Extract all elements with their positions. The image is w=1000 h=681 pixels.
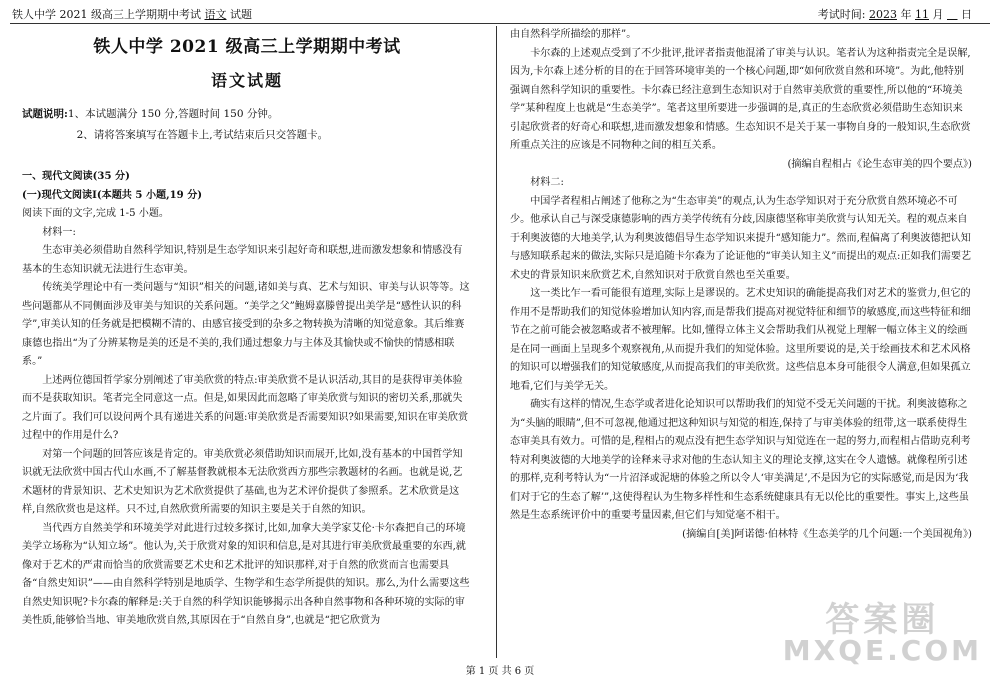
material-1-paragraph: 传统美学理论中有一类问题与“知识”相关的问题,诸如美与真、艺术与知识、审美与认识等等。这些问题都从不同侧面涉及审美与知识的关系问题。“美学之父”鲍姆嘉滕曾提出美学是“感性认识的科学”,审美认知的任务就是把模糊不清的、由感官接受到的杂多之物转换为清晰的知觉意象。其后维赛康德也指出“为了分辨某物是美的还是不美的,我们通过想象力与主体及其愉快或不愉快的情感相联系。”	[22, 282, 470, 367]
section-subheading: (一)现代文阅读Ⅰ(本题共 5 小题,19 分)	[22, 189, 203, 201]
exam-note-line-1: 1、本试题满分 150 分,答题时间 150 分钟。	[67, 108, 279, 120]
exam-note-line-2: 2、请将答案填写在答题卡上,考试结束后只交答题卡。	[76, 129, 329, 141]
exam-instructions	[22, 104, 472, 146]
header-year: 2023	[869, 8, 897, 21]
material-1-paragraph: 对第一个问题的回答应该是肯定的。审美欣赏必须借助知识而展开,比如,没有基本的中国哲学知识就无法欣赏中国古代山水画,不了解基督教就根本无法欣赏西方那些宗教题材的名画。也就是说,艺术题材的背景知识、艺术史知识为艺术欣赏提供了基础,也为艺术评价提供了参照系。艺术欣赏是这样,自然欣赏也是这样。只不过,自然欣赏所需要的知识主要是关于自然的知识。	[22, 448, 463, 515]
material-1-paragraph: 生态审美必须借助自然科学知识,特别是生态学知识来引起好奇和联想,进而激发想象和情感没有基本的生态知识就无法进行生态审美。	[22, 245, 463, 275]
header-month: 11	[915, 8, 929, 21]
watermark-logo	[782, 600, 982, 667]
reading-instruction: 阅读下面的文字,完成 1-5 小题。	[22, 208, 170, 219]
material-2-paragraph: 这一类比乍一看可能很有道理,实际上是谬误的。艺术史知识的确能提高我们对艺术的鉴赏力,但它的作用不是帮助我们的知觉体验增加认知内容,而是帮我们提高对视觉特征和细节的敏感度,而这些特征和细节在之前可能会被忽略或者不被理解。比如,懂得立体主义会帮助我们从视觉上理解一幅立体主义的绘画是在同一画面上呈现多个观察视角,从而提升我们的知觉体验。这里所要说的是,关于绘画技术和艺术风格的知识可以增强我们的知觉敏感度,从而提高我们的审美欣赏。这些信息本身可能很令人满意,但如果孤立地看,它们与美学无关。	[510, 288, 971, 392]
column-divider	[496, 26, 497, 658]
header-time-label: 考试时间:	[817, 8, 866, 21]
material-2-paragraph: 中国学者程相占阐述了他称之为“生态审美”的观点,认为生态学知识对于充分欣赏自然环境必不可少。他承认自己与深受康德影响的西方美学传统有分歧,因康德坚称审美欣赏与认知无关。程的观点来自于利奥波德的大地美学,认为利奥波德倡导生态学知识来提升“感知能力”。然而,程偏离了利奥波德把认知与感知联系起来的做法,实际只是追随卡尔森为了论证他的“审美认知主义”而提出的观点:正如我们需要艺术史的背景知识来欣赏艺术,自然知识对于欣赏自然也至关重要。	[510, 195, 972, 281]
header-month-unit: 月	[932, 8, 944, 21]
material-2-paragraph: 确实有这样的情况,生态学或者进化论知识可以帮助我们的知觉不受无关问题的干扰。利奥波德称之为“头脑的眼睛”,但不可忽视,他通过把这种知识与知觉的相连,保持了与审美体验的纽带,这一联系使得生态审美具有效力。可惜的是,程相占的观点没有把生态学知识与知觉连在一起的努力,而程相占借助克利考特对利奥波德的大地美学的诠释来寻求对他的生态认知主义的理论支撑,这实在令人遗憾。就像程所引述的那样,克利考特认为“一片沼泽或泥塘的体验之所以令人‘审美满足’,不是因为它的实际感觉,而是因为‘我们对于它的生态了解’”,这使得程认为生物多样性和生态系统健康具有无以伦比的重要性。事实上,这些虽然是生态系统评价中的重要考量因素,但它们与知觉毫不相干。	[510, 399, 971, 521]
exam-note-label: 试题说明:	[22, 108, 68, 120]
left-column	[22, 26, 472, 631]
page-header	[0, 0, 1000, 24]
material-1-continuation: 由自然科学所描绘的那样”。	[510, 29, 637, 40]
header-rule	[10, 23, 990, 24]
watermark-line-1: 答案圈	[825, 600, 940, 640]
subject-title: 语文试题	[210, 71, 283, 90]
header-exam-time	[818, 6, 972, 22]
header-year-unit: 年	[900, 8, 912, 21]
page-footer: 第 1 页 共 6 页	[465, 666, 535, 677]
watermark-line-2: MXQE.COM	[782, 634, 982, 667]
header-day-unit: 日	[961, 8, 972, 21]
header-paper: 试题	[230, 8, 252, 21]
header-exam-info	[12, 6, 252, 22]
right-column	[510, 26, 972, 544]
material-2-label: 材料二:	[530, 177, 564, 188]
material-2-citation: (摘编自[美]阿诺德·伯林特《生态美学的几个问题:一个美国视角》)	[682, 528, 972, 540]
material-1-paragraph: 上述两位德国哲学家分别阐述了审美欣赏的特点:审美欣赏不是认识活动,其目的是获得审美体验而不是获取知识。笔者完全同意这一点。但是,如果因此而忽略了审美欣赏与知识的密切关系,那就失之片面了。我们可以设问两个具有递进关系的问题:审美欣赏是否需要知识?如果需要,知识在审美欣赏过程中的作用是什么?	[22, 374, 469, 441]
material-1-paragraph: 卡尔森的上述观点受到了不少批评,批评者指责他混淆了审美与认识。笔者认为这种指责完全是误解,因为,卡尔森上述分析的目的在于回答环境审美的一个核心问题,即“如何欣赏自然和环境”。为此,他特别强调自然科学知识的重要性。卡尔森已经注意到生态知识对于自然审美欣赏的重要性,所以他的“环境美学”某种程度上也就是“生态美学”。笔者这里所要进一步强调的是,真正的生态欣赏必须借助生态知识来引起欣赏者的好奇心和联想,进而激发想象和情感。生态知识不是关于某一事物自身的一般知识,生态欣赏所重点关注的应该是不同物种之间的相互关系。	[510, 47, 971, 151]
header-day-blank	[947, 8, 958, 21]
header-school-exam: 铁人中学 2021 级高三上学期期中考试	[12, 8, 201, 21]
material-1-label: 材料一:	[42, 226, 76, 238]
material-1-paragraph: 当代西方自然美学和环境美学对此进行过较多探讨,比如,加拿大美学家艾伦·卡尔森把自己的环境美学立场称为“认知立场”。他认为,关于欣赏对象的知识和信息,是对其进行审美欣赏最重要的东西,就像对于艺术的严肃而恰当的欣赏需要艺术史和艺术批评的知识那样,对于自然的欣赏而言也需要具备“自然史知识”——由自然科学特别是地质学、生物学和生态学所提供的知识。那么,为什么需要这些自然史知识呢?卡尔森的解释是:关于自然的科学知识能够揭示出各种自然事物和各种环境的实际的审美性质,能够恰当地、审美地欣赏自然,其原因在于“自然自身”,也就是“把它欣赏为	[22, 522, 470, 626]
section-heading: 一、现代文阅读(35 分)	[22, 171, 130, 182]
exam-title: 铁人中学 2021 级高三上学期期中考试	[93, 37, 401, 57]
material-1-citation: (摘编自程相占《论生态审美的四个要点》)	[787, 158, 972, 170]
header-subject: 语文	[204, 8, 227, 21]
